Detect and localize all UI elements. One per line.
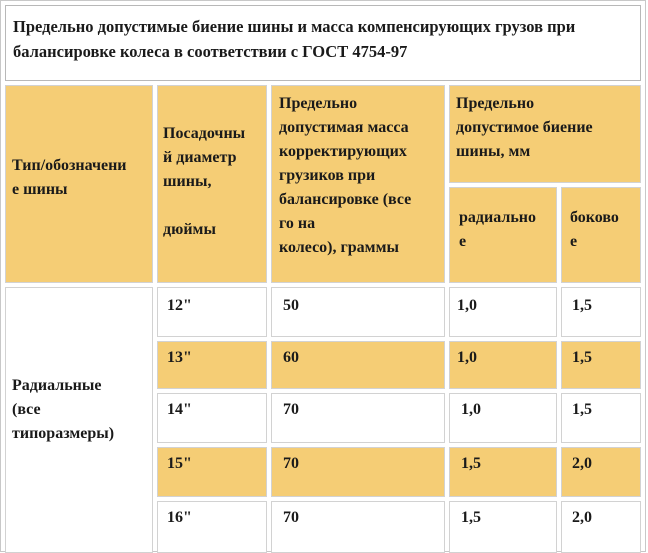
type-label: Радиальные (все типоразмеры) — [12, 377, 115, 442]
table-row-cell — [271, 287, 445, 337]
table-row-cell — [561, 287, 641, 337]
header-runout-cell — [449, 85, 641, 183]
header-radial-cell — [449, 187, 557, 283]
row-lateral: 1,5 — [572, 297, 592, 314]
row-lateral: 1,5 — [572, 401, 592, 418]
row-diameter: 14" — [167, 401, 192, 418]
table-row-cell — [449, 393, 557, 443]
table-row-cell — [561, 393, 641, 443]
table-row-cell — [449, 287, 557, 337]
row-lateral: 2,0 — [572, 509, 592, 526]
table-row-cell — [561, 341, 641, 389]
table-row-cell — [561, 447, 641, 497]
header-mass-cell — [271, 85, 445, 283]
table-row-cell — [561, 501, 641, 553]
table-title: Предельно допустимые биение шины и масса компенсирующих грузов при балансировке колеса в соответствии с ГОСТ 4754-97 — [13, 17, 576, 61]
header-mass: Предельно допустимая масса корректирующих грузиков при балансировке (все го на колесо), граммы — [279, 95, 412, 256]
row-mass: 50 — [283, 297, 299, 314]
table-row-cell — [449, 447, 557, 497]
row-mass: 60 — [283, 349, 299, 366]
table-row-cell — [157, 287, 267, 337]
table-row-cell — [271, 341, 445, 389]
row-diameter: 15" — [167, 455, 192, 472]
table-row-cell — [271, 393, 445, 443]
row-lateral: 2,0 — [572, 455, 592, 472]
table-row-cell — [449, 501, 557, 553]
table-row-cell — [157, 447, 267, 497]
header-lateral: боково е — [570, 209, 619, 250]
header-runout: Предельно допустимое биение шины, мм — [456, 95, 593, 160]
table-row-cell — [157, 341, 267, 389]
header-type-cell — [5, 85, 153, 283]
table-row-cell — [157, 501, 267, 553]
header-type: Тип/обозначени е шины — [12, 157, 127, 198]
header-lateral-cell — [561, 187, 641, 283]
row-diameter: 16" — [167, 509, 192, 526]
header-diameter-cell — [157, 85, 267, 283]
header-diameter: Посадочны й диаметр шины, дюймы — [163, 125, 246, 238]
type-cell — [5, 287, 153, 553]
table-row-cell — [157, 393, 267, 443]
row-radial: 1,5 — [461, 455, 481, 472]
table-row-cell — [271, 501, 445, 553]
row-radial: 1,0 — [461, 401, 481, 418]
header-radial: радиально е — [459, 209, 537, 250]
table-row-cell — [449, 341, 557, 389]
table-row-cell — [271, 447, 445, 497]
title-cell — [5, 5, 641, 81]
row-radial: 1,0 — [457, 349, 477, 366]
row-lateral: 1,5 — [572, 349, 592, 366]
row-diameter: 13" — [167, 349, 192, 366]
row-radial: 1,5 — [461, 509, 481, 526]
row-mass: 70 — [283, 401, 299, 418]
row-diameter: 12" — [167, 297, 192, 314]
row-mass: 70 — [283, 455, 299, 472]
row-radial: 1,0 — [457, 297, 477, 314]
row-mass: 70 — [283, 509, 299, 526]
